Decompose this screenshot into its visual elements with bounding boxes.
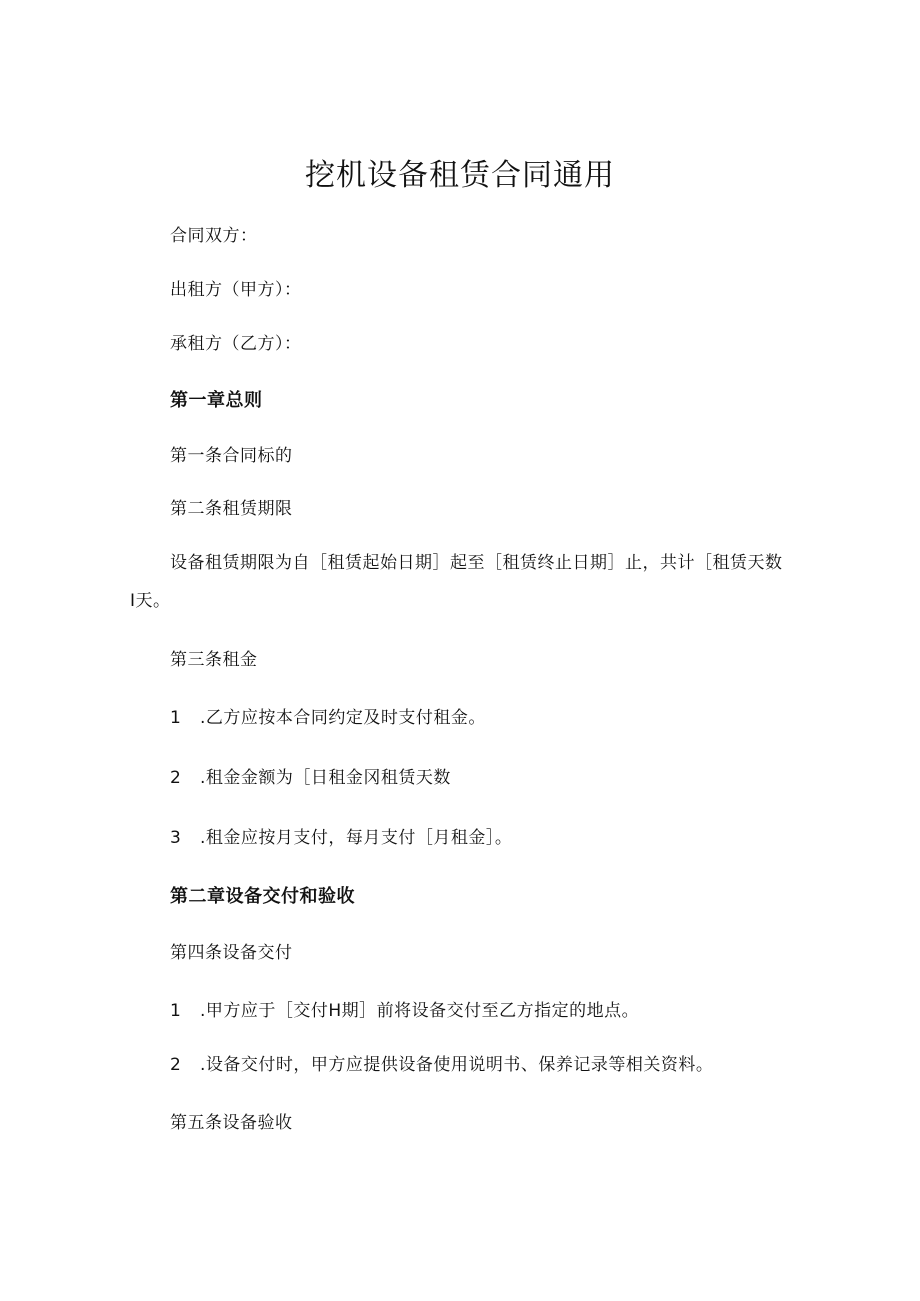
lessor-line: 出租方（甲方）： [170,280,302,300]
article-3-item-3 [170,826,512,850]
list-item-number: 2 [170,768,182,788]
article-2-heading: 第二条租赁期限 [170,499,293,519]
document-title: 挖机设备租赁合同通用 [305,158,615,193]
lessee-line: 承租方（乙方）： [170,334,302,354]
list-item-text: .甲方应于［交付H期］前将设备交付至乙方指定的地点。 [200,1001,640,1021]
list-item-text: .设备交付时，甲方应提供设备使用说明书、保养记录等相关资料。 [200,1055,714,1075]
article-2-paragraph: 设备租赁期限为自［租赁起始日期］起至［租赁终止日期］止，共计［租赁天数I天。 [130,553,783,611]
list-item-text: .乙方应按本合同约定及时支付租金。 [200,708,486,728]
article-3-heading: 第三条租金 [170,650,258,670]
article-3-item-1 [170,706,486,730]
article-4-item-2 [170,1053,713,1077]
chapter-1-heading: 第一章总则 [170,390,263,411]
article-5-heading: 第五条设备验收 [170,1113,293,1133]
list-item-number: 1 [170,708,182,728]
list-item-text: .租金应按月支付，每月支付［月租金］。 [200,828,513,848]
article-1-heading: 第一条合同标的 [170,446,293,466]
parties-label: 合同双方： [170,226,258,246]
chapter-2-heading: 第二章设备交付和验收 [170,886,355,907]
list-item-number: 2 [170,1055,182,1075]
article-4-item-1 [170,999,639,1023]
list-item-text: .租金金额为［日租金冈租赁天数 [200,768,451,788]
list-item-number: 1 [170,1001,182,1021]
article-4-heading: 第四条设备交付 [170,943,293,963]
article-3-item-2 [170,766,451,790]
list-item-number: 3 [170,828,182,848]
